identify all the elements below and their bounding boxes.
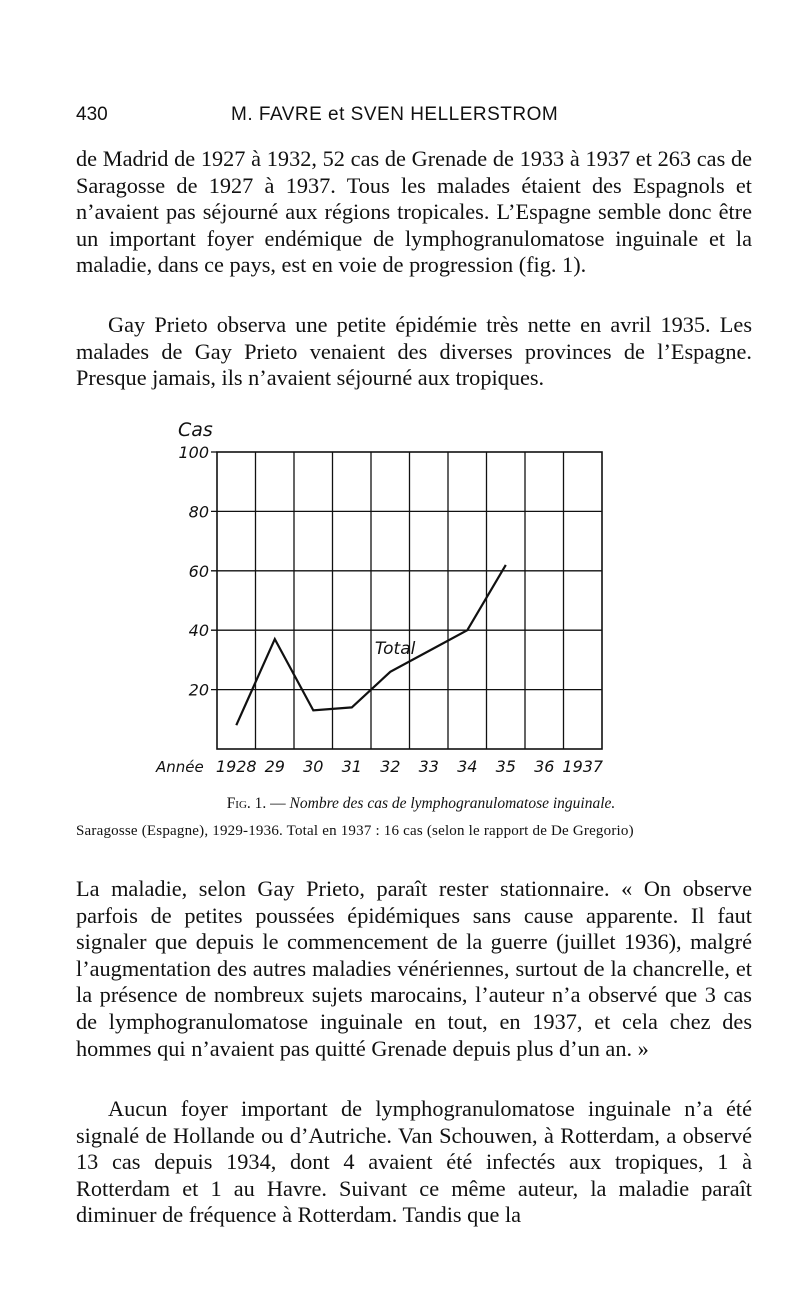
- figure-1: [150, 412, 620, 777]
- y-tick-label: 100: [178, 443, 209, 462]
- y-tick-label: 40: [188, 621, 209, 641]
- paragraph-1: de Madrid de 1927 à 1932, 52 cas de Grenade de 1933 à 1937 et 263 cas de Saragosse de 1927 à 1937. Tous les malades étaient des Espagnols et n’avaient pas séjourné aux régions tropicales. L’Espagne semble donc être un important foyer endémique de lymphogranulomatose inguinale et la maladie, dans ce pays, est en voie de progression (fig. 1).: [76, 146, 752, 278]
- x-tick-label: 33: [418, 757, 439, 776]
- x-tick-label: 1928: [215, 757, 257, 776]
- running-head: [76, 100, 748, 130]
- series-label-total: Total: [374, 638, 416, 659]
- x-tick-label: 35: [495, 757, 516, 776]
- y-tick-label: 80: [188, 502, 209, 522]
- figure-label: Fig. 1.: [226, 795, 267, 812]
- page-number: 430: [76, 104, 108, 125]
- line-chart: [150, 412, 620, 777]
- y-tick-label: 60: [188, 561, 209, 581]
- paragraph-2: Gay Prieto observa une petite épidémie très nette en avril 1935. Les malades de Gay Prieto venaient des diverses provinces de l’Espagne. Presque jamais, ils n’avaient séjourné aux tropiques.: [76, 312, 752, 391]
- paragraph-4: Aucun foyer important de lymphogranulomatose inguinale n’a été signalé de Hollande ou d’Autriche. Van Schouwen, à Rotterdam, a observé 13 cas depuis 1934, dont 4 avaient été infectés aux tropiques, 1 à Rotterdam et 1 au Havre. Suivant ce même auteur, la maladie paraît diminuer de fréquence à Rotterdam. Tandis que la: [76, 1096, 752, 1228]
- figure-caption-detail: Saragosse (Espagne), 1929-1936. Total en 1937 : 16 cas (selon le rapport de De Gregorio): [76, 823, 634, 839]
- running-head-authors: M. FAVRE et SVEN HELLERSTROM: [231, 104, 559, 125]
- x-tick-label: 36: [534, 757, 555, 776]
- figure-title: Nombre des cas de lymphogranulomatose inguinale.: [289, 795, 616, 812]
- x-tick-label: 34: [457, 757, 478, 776]
- paragraph-3: La maladie, selon Gay Prieto, paraît rester stationnaire. « On observe parfois de petites poussées épidémiques sans cause apparente. Il faut signaler que depuis le commencement de la guerre (juillet 1936), malgré l’augmentation des autres maladies vénériennes, surtout de la chancrelle, et la présence de nombreux sujets marocains, l’auteur n’a observé que 3 cas de lymphogranulomatose inguinale en tout, en 1937, et cela chez des hommes qui n’avaient pas quitté Grenade depuis plus d’un an. »: [76, 876, 752, 1061]
- y-tick-label: 20: [188, 680, 209, 700]
- y-axis-label: Cas: [178, 419, 213, 441]
- figure-caption: [76, 795, 766, 813]
- x-tick-label: 32: [380, 757, 401, 776]
- x-tick-label: 31: [341, 757, 362, 776]
- caption-dash: —: [266, 795, 290, 812]
- x-tick-label: 30: [303, 757, 324, 776]
- x-tick-label: 29: [264, 757, 285, 776]
- x-axis-label: Année: [156, 758, 204, 776]
- x-tick-label: 1937: [562, 757, 604, 776]
